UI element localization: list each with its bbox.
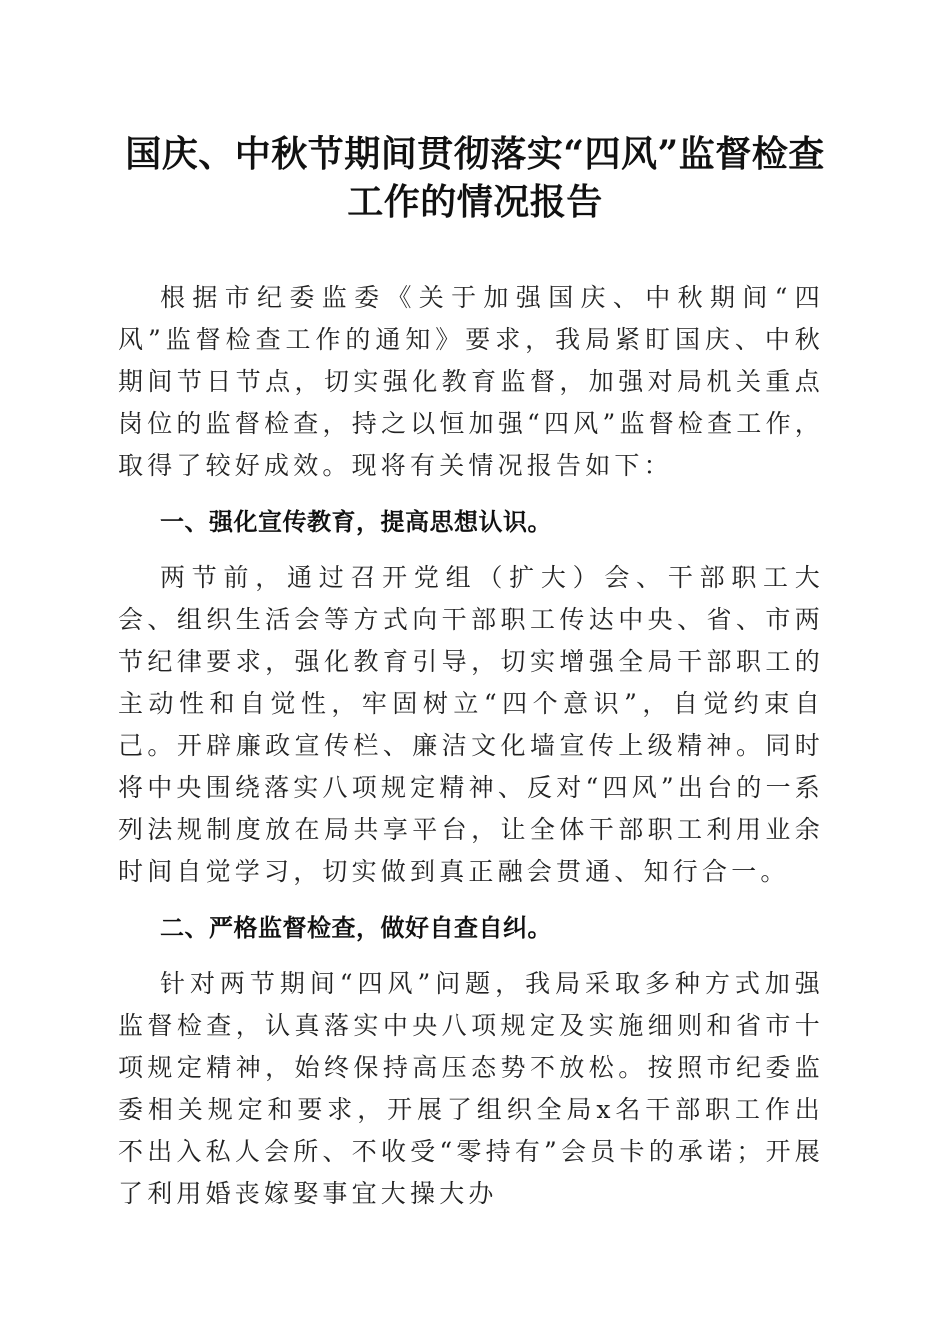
section-paragraph-1: 两节前，通过召开党组（扩大）会、干部职工大会、组织生活会等方式向干部职工传达中央、省、市两节纪律要求，强化教育引导，切实增强全局干部职工的主动性和自觉性，牢固树立“四个意识”，自觉约束自己。开辟廉政宣传栏、廉洁文化墙宣传上级精神。同时将中央围绕落实八项规定精神、反对“四风”出台的一系列法规制度放在局共享平台，让全体干部职工利用业余时间自觉学习，切实做到真正融会贯通、知行合一。 (118, 563, 824, 886)
title-line-1: 国庆、中秋节期间贯彻落实“四风”监督检查 (125, 133, 825, 175)
title-line-2: 工作的情况报告 (347, 181, 603, 223)
section-paragraph-2: 针对两节期间“四风”问题，我局采取多种方式加强监督检查，认真落实中央八项规定及实施细则和省市十项规定精神，始终保持高压态势不放松。按照市纪委监委相关规定和要求，开展了组织全局x名干部职工作出不出入私人会所、不收受“零持有”会员卡的承诺；开展了利用婚丧嫁娶事宜大操大办 (118, 969, 824, 1208)
section-heading-1: 一、强化宣传教育，提高思想认识。 (160, 508, 552, 536)
section-heading-2: 二、严格监督检查，做好自查自纠。 (160, 914, 552, 942)
document-body (118, 277, 824, 1229)
document-title (100, 130, 850, 226)
intro-paragraph: 根据市纪委监委《关于加强国庆、中秋期间“四风”监督检查工作的通知》要求，我局紧盯国庆、中秋期间节日节点，切实强化教育监督，加强对局机关重点岗位的监督检查，持之以恒加强“四风”监督检查工作，取得了较好成效。现将有关情况报告如下： (118, 283, 824, 480)
